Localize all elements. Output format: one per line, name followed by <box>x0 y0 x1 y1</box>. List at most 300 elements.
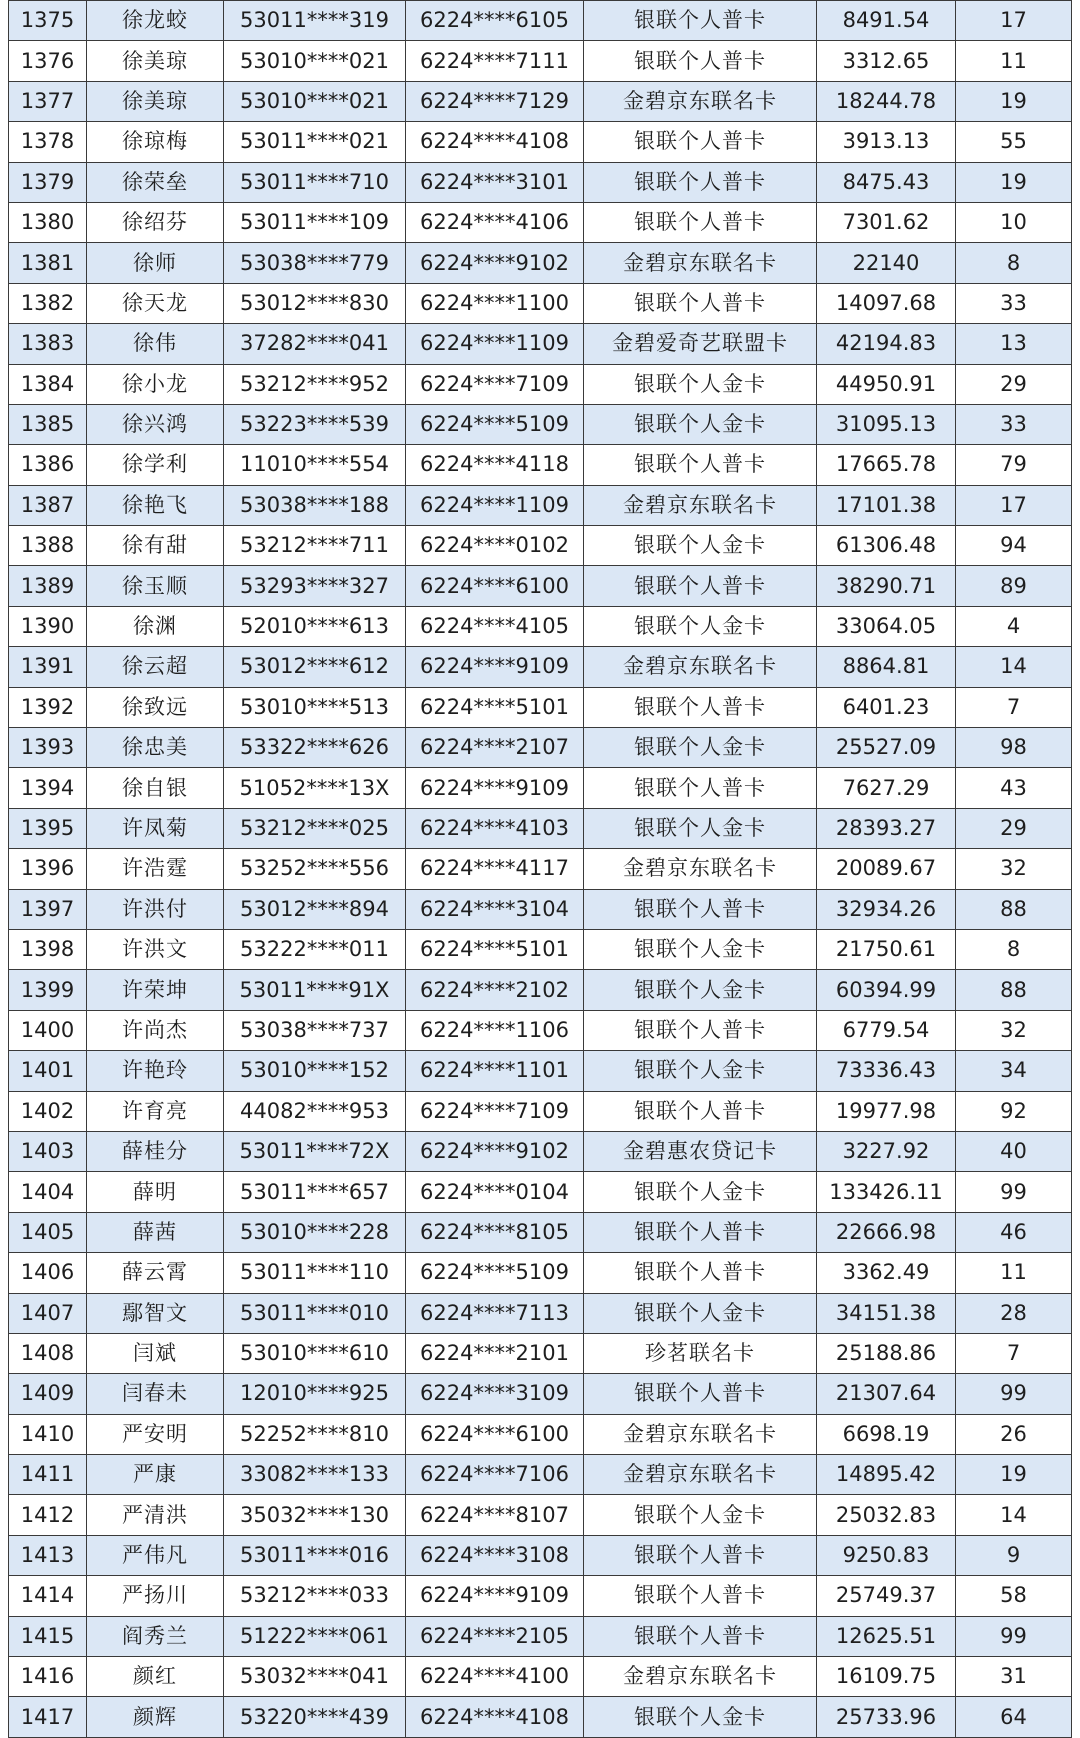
cell-card-number: 6224****7109 <box>406 1091 584 1131</box>
cell-holder-name: 严安明 <box>87 1414 224 1454</box>
table-row <box>9 1374 1072 1414</box>
cell-card-type: 金碧京东联名卡 <box>584 1414 817 1454</box>
cell-count: 99 <box>956 1374 1072 1414</box>
cell-id-number: 53252****556 <box>224 849 406 889</box>
cell-card-number: 6224****9109 <box>406 647 584 687</box>
cell-holder-name: 严清洪 <box>87 1495 224 1535</box>
cell-id-number: 37282****041 <box>224 324 406 364</box>
cell-id-number: 53011****010 <box>224 1293 406 1333</box>
table-row <box>9 647 1072 687</box>
cell-amount: 61306.48 <box>817 526 956 566</box>
cell-card-number: 6224****4118 <box>406 445 584 485</box>
cell-card-number: 6224****0104 <box>406 1172 584 1212</box>
cell-card-type: 金碧京东联名卡 <box>584 849 817 889</box>
cell-amount: 33064.05 <box>817 606 956 646</box>
cell-card-number: 6224****6100 <box>406 566 584 606</box>
cell-card-type: 银联个人普卡 <box>584 41 817 81</box>
cell-count: 88 <box>956 889 1072 929</box>
cell-holder-name: 严扬川 <box>87 1576 224 1616</box>
cell-holder-name: 徐自银 <box>87 768 224 808</box>
cell-row-number: 1393 <box>9 728 87 768</box>
cell-count: 32 <box>956 1010 1072 1050</box>
table-row <box>9 1576 1072 1616</box>
cell-amount: 14895.42 <box>817 1455 956 1495</box>
cell-card-type: 银联个人普卡 <box>584 1253 817 1293</box>
cell-row-number: 1410 <box>9 1414 87 1454</box>
cell-card-number: 6224****5101 <box>406 687 584 727</box>
cell-card-number: 6224****1109 <box>406 485 584 525</box>
cell-holder-name: 阎秀兰 <box>87 1616 224 1656</box>
table-row <box>9 283 1072 323</box>
cell-card-type: 银联个人金卡 <box>584 1293 817 1333</box>
cell-id-number: 53011****710 <box>224 162 406 202</box>
cell-row-number: 1379 <box>9 162 87 202</box>
cell-card-type: 银联个人普卡 <box>584 1010 817 1050</box>
cell-amount: 38290.71 <box>817 566 956 606</box>
cell-card-type: 银联个人金卡 <box>584 728 817 768</box>
cell-amount: 25032.83 <box>817 1495 956 1535</box>
cell-id-number: 53223****539 <box>224 404 406 444</box>
cell-card-type: 金碧京东联名卡 <box>584 1657 817 1697</box>
cell-card-number: 6224****9109 <box>406 768 584 808</box>
cell-row-number: 1384 <box>9 364 87 404</box>
cell-card-type: 银联个人金卡 <box>584 364 817 404</box>
cell-holder-name: 许洪文 <box>87 929 224 969</box>
cell-count: 7 <box>956 687 1072 727</box>
cell-holder-name: 严康 <box>87 1455 224 1495</box>
cell-holder-name: 许洪付 <box>87 889 224 929</box>
cell-holder-name: 颜辉 <box>87 1697 224 1737</box>
cell-holder-name: 薛云霄 <box>87 1253 224 1293</box>
cell-holder-name: 徐有甜 <box>87 526 224 566</box>
cell-card-type: 银联个人普卡 <box>584 162 817 202</box>
cell-card-type: 银联个人普卡 <box>584 1 817 41</box>
cell-card-number: 6224****8107 <box>406 1495 584 1535</box>
cell-holder-name: 许育亮 <box>87 1091 224 1131</box>
table-row <box>9 243 1072 283</box>
cell-amount: 21750.61 <box>817 929 956 969</box>
table-row <box>9 81 1072 121</box>
cell-holder-name: 许浩霆 <box>87 849 224 889</box>
cell-card-type: 金碧爱奇艺联盟卡 <box>584 324 817 364</box>
cell-row-number: 1375 <box>9 1 87 41</box>
cell-card-number: 6224****6105 <box>406 1 584 41</box>
cell-card-number: 6224****1101 <box>406 1051 584 1091</box>
cell-card-type: 银联个人普卡 <box>584 1091 817 1131</box>
cell-card-number: 6224****7129 <box>406 81 584 121</box>
cell-row-number: 1411 <box>9 1455 87 1495</box>
cell-count: 33 <box>956 404 1072 444</box>
cell-amount: 14097.68 <box>817 283 956 323</box>
cell-count: 98 <box>956 728 1072 768</box>
cell-holder-name: 徐学利 <box>87 445 224 485</box>
cell-id-number: 53012****894 <box>224 889 406 929</box>
table-row <box>9 849 1072 889</box>
cell-amount: 31095.13 <box>817 404 956 444</box>
table-row <box>9 1535 1072 1575</box>
cell-row-number: 1402 <box>9 1091 87 1131</box>
cell-card-type: 银联个人普卡 <box>584 889 817 929</box>
table-row <box>9 1172 1072 1212</box>
table-row <box>9 41 1072 81</box>
cell-id-number: 53212****711 <box>224 526 406 566</box>
cell-card-number: 6224****4108 <box>406 122 584 162</box>
cell-holder-name: 闫春未 <box>87 1374 224 1414</box>
cell-row-number: 1417 <box>9 1697 87 1737</box>
cell-holder-name: 许艳玲 <box>87 1051 224 1091</box>
cell-id-number: 53010****228 <box>224 1212 406 1252</box>
cell-card-type: 金碧京东联名卡 <box>584 647 817 687</box>
cell-card-type: 银联个人普卡 <box>584 1535 817 1575</box>
cell-id-number: 44082****953 <box>224 1091 406 1131</box>
cell-count: 19 <box>956 162 1072 202</box>
cell-amount: 3227.92 <box>817 1131 956 1171</box>
cell-holder-name: 徐忠美 <box>87 728 224 768</box>
cell-row-number: 1396 <box>9 849 87 889</box>
cell-row-number: 1377 <box>9 81 87 121</box>
cell-card-number: 6224****1100 <box>406 283 584 323</box>
cell-amount: 12625.51 <box>817 1616 956 1656</box>
cell-id-number: 53038****188 <box>224 485 406 525</box>
cell-card-number: 6224****3109 <box>406 1374 584 1414</box>
cell-card-number: 6224****7106 <box>406 1455 584 1495</box>
cell-row-number: 1383 <box>9 324 87 364</box>
cell-card-number: 6224****2102 <box>406 970 584 1010</box>
cell-id-number: 53293****327 <box>224 566 406 606</box>
cell-count: 9 <box>956 1535 1072 1575</box>
cell-holder-name: 徐玉顺 <box>87 566 224 606</box>
cell-id-number: 33082****133 <box>224 1455 406 1495</box>
cell-card-number: 6224****4108 <box>406 1697 584 1737</box>
cell-id-number: 52252****810 <box>224 1414 406 1454</box>
cell-holder-name: 徐美琼 <box>87 41 224 81</box>
cell-amount: 6401.23 <box>817 687 956 727</box>
cell-card-type: 银联个人金卡 <box>584 1495 817 1535</box>
cell-row-number: 1406 <box>9 1253 87 1293</box>
cell-amount: 22140 <box>817 243 956 283</box>
cell-holder-name: 徐兴鸿 <box>87 404 224 444</box>
cell-count: 8 <box>956 929 1072 969</box>
table-row <box>9 526 1072 566</box>
cell-count: 8 <box>956 243 1072 283</box>
cell-card-number: 6224****3101 <box>406 162 584 202</box>
cell-row-number: 1386 <box>9 445 87 485</box>
cell-card-type: 银联个人普卡 <box>584 283 817 323</box>
cell-card-type: 金碧京东联名卡 <box>584 1455 817 1495</box>
cell-id-number: 53010****021 <box>224 81 406 121</box>
cell-card-number: 6224****5109 <box>406 404 584 444</box>
cell-card-type: 银联个人金卡 <box>584 808 817 848</box>
cell-count: 33 <box>956 283 1072 323</box>
cell-card-type: 银联个人金卡 <box>584 1172 817 1212</box>
cell-id-number: 53011****319 <box>224 1 406 41</box>
cell-holder-name: 许尚杰 <box>87 1010 224 1050</box>
records-body <box>9 1 1072 1738</box>
cell-row-number: 1381 <box>9 243 87 283</box>
cell-amount: 3913.13 <box>817 122 956 162</box>
cell-holder-name: 颜红 <box>87 1657 224 1697</box>
cell-id-number: 53222****011 <box>224 929 406 969</box>
cell-count: 17 <box>956 485 1072 525</box>
cell-card-type: 银联个人金卡 <box>584 970 817 1010</box>
cell-count: 43 <box>956 768 1072 808</box>
cell-count: 17 <box>956 1 1072 41</box>
cell-row-number: 1387 <box>9 485 87 525</box>
cell-card-number: 6224****4106 <box>406 202 584 242</box>
cell-card-type: 银联个人普卡 <box>584 1212 817 1252</box>
cell-card-number: 6224****3108 <box>406 1535 584 1575</box>
table-row <box>9 202 1072 242</box>
cell-card-type: 银联个人金卡 <box>584 606 817 646</box>
cell-card-type: 银联个人普卡 <box>584 1616 817 1656</box>
table-row <box>9 687 1072 727</box>
cell-row-number: 1388 <box>9 526 87 566</box>
table-row <box>9 1131 1072 1171</box>
table-row <box>9 1414 1072 1454</box>
cell-row-number: 1398 <box>9 929 87 969</box>
cell-card-type: 金碧京东联名卡 <box>584 81 817 121</box>
cell-holder-name: 徐艳飞 <box>87 485 224 525</box>
table-row <box>9 1657 1072 1697</box>
cell-count: 29 <box>956 364 1072 404</box>
cell-amount: 32934.26 <box>817 889 956 929</box>
cell-row-number: 1414 <box>9 1576 87 1616</box>
cell-card-type: 银联个人普卡 <box>584 445 817 485</box>
cell-count: 88 <box>956 970 1072 1010</box>
cell-row-number: 1400 <box>9 1010 87 1050</box>
cell-id-number: 11010****554 <box>224 445 406 485</box>
cell-count: 4 <box>956 606 1072 646</box>
cell-card-number: 6224****4100 <box>406 1657 584 1697</box>
cell-row-number: 1395 <box>9 808 87 848</box>
cell-amount: 25188.86 <box>817 1333 956 1373</box>
cell-id-number: 53011****016 <box>224 1535 406 1575</box>
cell-card-number: 6224****0102 <box>406 526 584 566</box>
table-row <box>9 1333 1072 1373</box>
cell-amount: 17101.38 <box>817 485 956 525</box>
cell-holder-name: 徐龙蛟 <box>87 1 224 41</box>
cell-count: 26 <box>956 1414 1072 1454</box>
table-row <box>9 606 1072 646</box>
cell-amount: 6698.19 <box>817 1414 956 1454</box>
cell-row-number: 1407 <box>9 1293 87 1333</box>
cell-amount: 25733.96 <box>817 1697 956 1737</box>
table-row <box>9 1495 1072 1535</box>
table-row <box>9 162 1072 202</box>
table-row <box>9 364 1072 404</box>
cell-amount: 73336.43 <box>817 1051 956 1091</box>
cell-card-number: 6224****5109 <box>406 1253 584 1293</box>
cell-id-number: 53012****830 <box>224 283 406 323</box>
cell-card-number: 6224****4117 <box>406 849 584 889</box>
cell-amount: 3312.65 <box>817 41 956 81</box>
cell-holder-name: 徐小龙 <box>87 364 224 404</box>
cell-card-number: 6224****7109 <box>406 364 584 404</box>
cell-amount: 25527.09 <box>817 728 956 768</box>
cell-count: 64 <box>956 1697 1072 1737</box>
cell-card-type: 银联个人普卡 <box>584 566 817 606</box>
table-row <box>9 929 1072 969</box>
cell-count: 58 <box>956 1576 1072 1616</box>
cell-row-number: 1408 <box>9 1333 87 1373</box>
cell-card-number: 6224****8105 <box>406 1212 584 1252</box>
cell-holder-name: 徐师 <box>87 243 224 283</box>
cell-amount: 42194.83 <box>817 324 956 364</box>
cell-row-number: 1392 <box>9 687 87 727</box>
cell-card-number: 6224****9102 <box>406 243 584 283</box>
cell-id-number: 53212****025 <box>224 808 406 848</box>
cell-card-type: 银联个人金卡 <box>584 526 817 566</box>
cell-id-number: 53212****952 <box>224 364 406 404</box>
cell-id-number: 53011****110 <box>224 1253 406 1293</box>
cell-row-number: 1416 <box>9 1657 87 1697</box>
cell-amount: 8864.81 <box>817 647 956 687</box>
cell-count: 32 <box>956 849 1072 889</box>
table-row <box>9 889 1072 929</box>
cell-card-number: 6224****2101 <box>406 1333 584 1373</box>
cell-row-number: 1412 <box>9 1495 87 1535</box>
cell-count: 7 <box>956 1333 1072 1373</box>
table-row <box>9 1212 1072 1252</box>
table-row <box>9 485 1072 525</box>
records-table <box>8 0 1072 1738</box>
cell-holder-name: 许凤菊 <box>87 808 224 848</box>
cell-card-number: 6224****1106 <box>406 1010 584 1050</box>
cell-card-number: 6224****2107 <box>406 728 584 768</box>
cell-count: 40 <box>956 1131 1072 1171</box>
cell-row-number: 1397 <box>9 889 87 929</box>
cell-amount: 34151.38 <box>817 1293 956 1333</box>
cell-row-number: 1415 <box>9 1616 87 1656</box>
cell-card-type: 银联个人普卡 <box>584 768 817 808</box>
cell-row-number: 1389 <box>9 566 87 606</box>
cell-id-number: 51222****061 <box>224 1616 406 1656</box>
cell-row-number: 1404 <box>9 1172 87 1212</box>
cell-card-number: 6224****2105 <box>406 1616 584 1656</box>
cell-count: 92 <box>956 1091 1072 1131</box>
cell-amount: 22666.98 <box>817 1212 956 1252</box>
cell-count: 11 <box>956 1253 1072 1293</box>
cell-amount: 7301.62 <box>817 202 956 242</box>
cell-count: 11 <box>956 41 1072 81</box>
cell-holder-name: 薛茜 <box>87 1212 224 1252</box>
cell-amount: 6779.54 <box>817 1010 956 1050</box>
cell-row-number: 1378 <box>9 122 87 162</box>
cell-row-number: 1413 <box>9 1535 87 1575</box>
cell-holder-name: 鄢智文 <box>87 1293 224 1333</box>
table-row <box>9 1697 1072 1737</box>
cell-holder-name: 严伟凡 <box>87 1535 224 1575</box>
cell-card-type: 银联个人普卡 <box>584 1374 817 1414</box>
cell-count: 10 <box>956 202 1072 242</box>
cell-id-number: 53038****737 <box>224 1010 406 1050</box>
cell-count: 99 <box>956 1616 1072 1656</box>
table-row <box>9 324 1072 364</box>
cell-amount: 3362.49 <box>817 1253 956 1293</box>
cell-id-number: 53220****439 <box>224 1697 406 1737</box>
cell-count: 99 <box>956 1172 1072 1212</box>
cell-row-number: 1380 <box>9 202 87 242</box>
cell-count: 13 <box>956 324 1072 364</box>
cell-count: 14 <box>956 647 1072 687</box>
cell-holder-name: 薛明 <box>87 1172 224 1212</box>
cell-holder-name: 徐绍芬 <box>87 202 224 242</box>
cell-id-number: 53011****021 <box>224 122 406 162</box>
cell-count: 79 <box>956 445 1072 485</box>
cell-id-number: 53011****109 <box>224 202 406 242</box>
cell-id-number: 51052****13X <box>224 768 406 808</box>
cell-count: 46 <box>956 1212 1072 1252</box>
cell-row-number: 1391 <box>9 647 87 687</box>
table-row <box>9 808 1072 848</box>
cell-row-number: 1376 <box>9 41 87 81</box>
cell-row-number: 1403 <box>9 1131 87 1171</box>
cell-amount: 25749.37 <box>817 1576 956 1616</box>
cell-amount: 8491.54 <box>817 1 956 41</box>
cell-amount: 60394.99 <box>817 970 956 1010</box>
cell-amount: 44950.91 <box>817 364 956 404</box>
cell-row-number: 1399 <box>9 970 87 1010</box>
cell-card-type: 金碧京东联名卡 <box>584 485 817 525</box>
cell-row-number: 1405 <box>9 1212 87 1252</box>
cell-id-number: 12010****925 <box>224 1374 406 1414</box>
table-row <box>9 1051 1072 1091</box>
cell-id-number: 53011****657 <box>224 1172 406 1212</box>
cell-id-number: 53011****72X <box>224 1131 406 1171</box>
cell-amount: 7627.29 <box>817 768 956 808</box>
cell-id-number: 52010****613 <box>224 606 406 646</box>
cell-count: 94 <box>956 526 1072 566</box>
cell-holder-name: 徐荣垒 <box>87 162 224 202</box>
cell-id-number: 53012****612 <box>224 647 406 687</box>
table-row <box>9 122 1072 162</box>
cell-id-number: 53212****033 <box>224 1576 406 1616</box>
cell-card-number: 6224****1109 <box>406 324 584 364</box>
cell-card-number: 6224****6100 <box>406 1414 584 1454</box>
cell-count: 19 <box>956 81 1072 121</box>
cell-amount: 16109.75 <box>817 1657 956 1697</box>
cell-holder-name: 徐天龙 <box>87 283 224 323</box>
table-row <box>9 1293 1072 1333</box>
cell-holder-name: 徐琼梅 <box>87 122 224 162</box>
table-row <box>9 404 1072 444</box>
cell-holder-name: 徐美琼 <box>87 81 224 121</box>
cell-card-number: 6224****3104 <box>406 889 584 929</box>
cell-id-number: 53322****626 <box>224 728 406 768</box>
cell-row-number: 1394 <box>9 768 87 808</box>
cell-row-number: 1401 <box>9 1051 87 1091</box>
cell-card-number: 6224****7111 <box>406 41 584 81</box>
table-row <box>9 1616 1072 1656</box>
table-row <box>9 566 1072 606</box>
cell-id-number: 53010****610 <box>224 1333 406 1373</box>
cell-row-number: 1382 <box>9 283 87 323</box>
cell-card-type: 银联个人金卡 <box>584 404 817 444</box>
cell-holder-name: 薛桂分 <box>87 1131 224 1171</box>
cell-count: 19 <box>956 1455 1072 1495</box>
cell-count: 29 <box>956 808 1072 848</box>
table-row <box>9 1010 1072 1050</box>
table-row <box>9 1455 1072 1495</box>
cell-card-type: 金碧惠农贷记卡 <box>584 1131 817 1171</box>
cell-amount: 18244.78 <box>817 81 956 121</box>
cell-id-number: 53038****779 <box>224 243 406 283</box>
cell-count: 34 <box>956 1051 1072 1091</box>
cell-card-number: 6224****5101 <box>406 929 584 969</box>
cell-card-type: 银联个人普卡 <box>584 687 817 727</box>
cell-card-type: 银联个人金卡 <box>584 1697 817 1737</box>
table-row <box>9 1091 1072 1131</box>
